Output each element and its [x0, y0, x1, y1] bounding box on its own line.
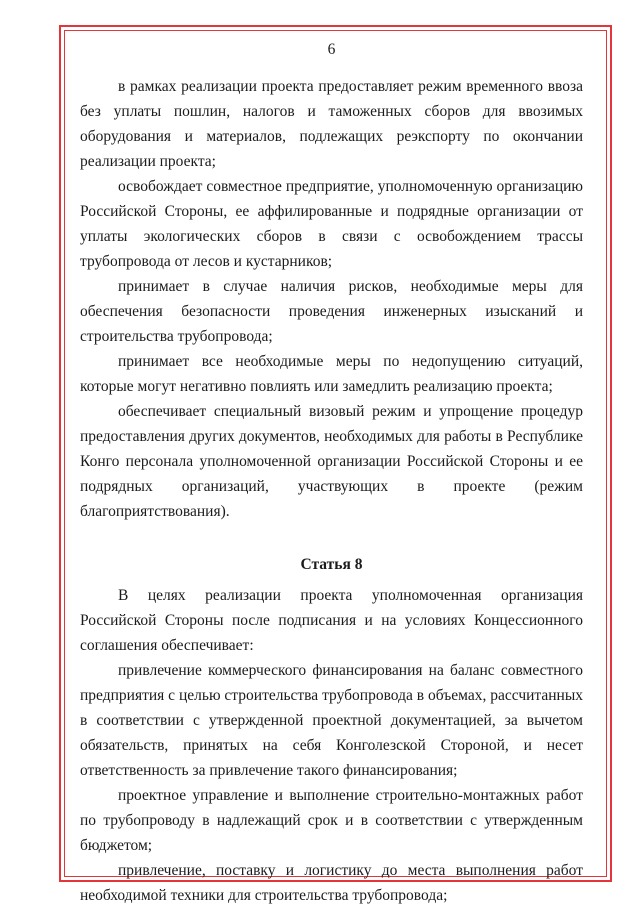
paragraph: принимает в случае наличия рисков, необходимые меры для обеспечения безопасности проведения инженерных изысканий и строительства трубопровода;	[80, 278, 583, 345]
article-heading: Статья 8	[300, 556, 363, 573]
paragraph: проектное управление и выполнение строительно-монтажных работ по трубопроводу в надлежащий срок и в соответствии с утвержденным бюджетом;	[80, 787, 583, 854]
document-body	[80, 40, 583, 908]
paragraph: освобождает совместное предприятие, уполномоченную организацию Российской Стороны, ее аффилированные и подрядные организации от уплаты экологических сборов в связи с освобождением трассы трубопровода от лесов и кустарников;	[80, 178, 583, 270]
paragraph: привлечение, поставку и логистику до места выполнения работ необходимой техники для строительства трубопровода;	[80, 862, 583, 904]
paragraph: в рамках реализации проекта предоставляет режим временного ввоза без уплаты пошлин, налогов и таможенных сборов для ввозимых оборудования и материалов, подлежащих реэкспорту по окончании реализации проекта;	[80, 78, 583, 170]
paragraph: привлечение коммерческого финансирования на баланс совместного предприятия с целью строительства трубопровода в объемах, рассчитанных в соответствии с утвержденной проектной документацией, за вычетом обязательств, принятых на себя Конголезской Стороной, и несет ответственность за привлечение такого финансирования;	[80, 662, 583, 779]
paragraph: принимает все необходимые меры по недопущению ситуаций, которые могут негативно повлиять или замедлить реализацию проекта;	[80, 353, 583, 395]
page-number: 6	[327, 41, 336, 58]
paragraph: В целях реализации проекта уполномоченная организация Российской Стороны после подписания и на условиях Концессионного соглашения обеспечивает:	[80, 587, 583, 654]
paragraph: обеспечивает специальный визовый режим и упрощение процедур предоставления других документов, необходимых для работы в Республике Конго персонала уполномоченной организации Российской Стороны и ее подрядных организаций, участвующих в проекте (режим благоприятствования).	[80, 403, 583, 520]
